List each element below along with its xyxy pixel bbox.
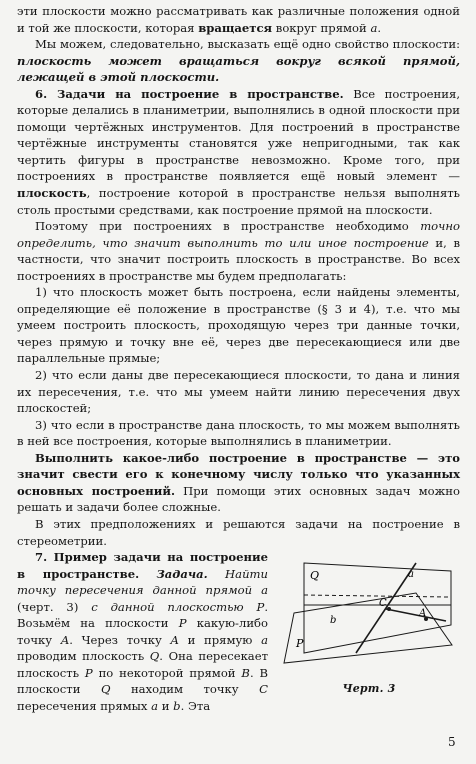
paragraph xyxy=(17,218,460,284)
page-text xyxy=(17,3,460,715)
var-a: a xyxy=(370,20,378,35)
text: по некоторой прямой xyxy=(92,665,242,680)
text: . xyxy=(377,20,382,35)
emphasis-statement: плоскость может вращаться вокруг всякой прямой, лежащей в этой плоскости. xyxy=(17,53,460,85)
text: При помощи этих основных задач можно решать и задачи более сложные. xyxy=(17,483,460,515)
paragraph xyxy=(17,450,460,516)
label-p: P xyxy=(296,637,304,651)
text xyxy=(139,567,156,581)
paragraph xyxy=(17,3,460,36)
text: находим точку xyxy=(110,682,260,697)
section-7 xyxy=(17,549,460,714)
label-b: b xyxy=(330,615,337,627)
var: a xyxy=(151,698,159,713)
var: b xyxy=(173,698,181,713)
var: P xyxy=(84,665,93,680)
emphasis-bold: вращается xyxy=(198,20,273,35)
text: . Она пересекает плоскость xyxy=(17,649,268,680)
text: Поэтому при построениях в пространстве необходимо xyxy=(35,219,421,234)
text: и, в частности, что значит построить плоскость в пространстве. Во всех построениях в пространстве мы будем предполагать: xyxy=(17,235,460,283)
paragraph xyxy=(17,36,460,86)
text: и xyxy=(158,698,174,713)
section-heading: 7. Пример задачи на построение в пространстве. xyxy=(17,550,268,581)
emphasis-italic: точно определить, что значит выполнить то или иное построение xyxy=(17,219,460,250)
text: и прямую xyxy=(178,632,262,647)
text: . Возьмём на плоскости xyxy=(17,599,268,631)
list-item-1: 1) что плоскость может быть построена, если найдены элементы, определяющие её положение в пространстве (§ 3 и 4), т.е. что мы умеем построить плоскость, проходящую через три данные точки, через прямую и точку вне её, через две пересекающиеся или две параллельные прямые; xyxy=(17,285,460,366)
page-number: 5 xyxy=(448,735,456,749)
var: C xyxy=(259,682,268,697)
var: Q xyxy=(149,649,160,664)
section-heading: 6. Задачи на построение в пространстве. xyxy=(35,86,344,101)
line-ca xyxy=(386,609,446,621)
label-c: C xyxy=(379,598,387,610)
text: . В плоскости xyxy=(17,665,269,697)
text xyxy=(252,583,261,597)
text: вокруг прямой xyxy=(272,20,371,35)
var: a xyxy=(261,583,268,598)
var: P xyxy=(178,616,187,631)
text: , построение которой в пространстве нельзя выполнять столь простыми средствами, как построение прямой на плоскости. xyxy=(17,186,460,217)
text: Мы можем, следовательно, высказать ещё одно свойство плоскости: xyxy=(35,37,460,52)
var: B xyxy=(241,665,250,680)
text: . Эта xyxy=(180,698,211,713)
task-label: Задача. xyxy=(156,566,208,581)
figure xyxy=(276,553,460,698)
emphasis-italic: Найти точку пересечения данной прямой xyxy=(17,566,268,598)
section-6 xyxy=(17,86,460,218)
plane-intersection-diagram xyxy=(276,553,460,665)
var: a xyxy=(261,632,269,647)
paragraph: В этих предположениях и решаются задачи на построение в стереометрии. xyxy=(17,516,460,548)
dashed-line xyxy=(304,595,448,597)
emphasis-italic: с данной плоскостью P xyxy=(91,599,265,614)
var: Q xyxy=(100,682,111,697)
point-c xyxy=(387,607,391,611)
text: эти плоскости можно рассматривать как различные положения одной и той же плоскости, которая xyxy=(17,4,460,35)
label-q: Q xyxy=(310,569,320,583)
label-point-a: A xyxy=(419,608,427,620)
emphasis-bold: плоскость xyxy=(17,186,87,201)
list-item-3: 3) что если в пространстве дана плоскость, то мы можем выполнять в ней все построения, которые выполнялись в планиметрии. xyxy=(17,417,460,449)
text: (черт. 3) xyxy=(17,599,92,614)
label-a: a xyxy=(408,569,414,581)
text: какую-либо точку xyxy=(17,616,269,647)
text: . Через точку xyxy=(69,632,171,647)
text: Все построения, которые делались в планиметрии, выполнялись в одной плоскости при помощи чертёжных инструментов. Для построений в пространстве чертёжные инструменты становятся уже непригодными, так как чертить фигуры в пространстве невозможно. Кроме того, при построениях в пространстве появляется ещё новый элемент — xyxy=(17,86,461,184)
list-item-2: 2) что если даны две пересекающиеся плоскости, то дана и линия их пересечения, т.е. что мы умеем найти линию пересечения двух плоскостей; xyxy=(17,368,460,416)
text: проводим плоскость xyxy=(17,649,150,664)
var: A xyxy=(170,632,179,647)
var: A xyxy=(60,632,70,647)
text: пересечения прямых xyxy=(17,698,152,713)
figure-caption: Черт. 3 xyxy=(342,682,396,696)
emphasis-bold: Выполнить какое-либо построение в пространстве — это значит свести его к конечному числу только что указанных основных построений. xyxy=(17,450,460,498)
